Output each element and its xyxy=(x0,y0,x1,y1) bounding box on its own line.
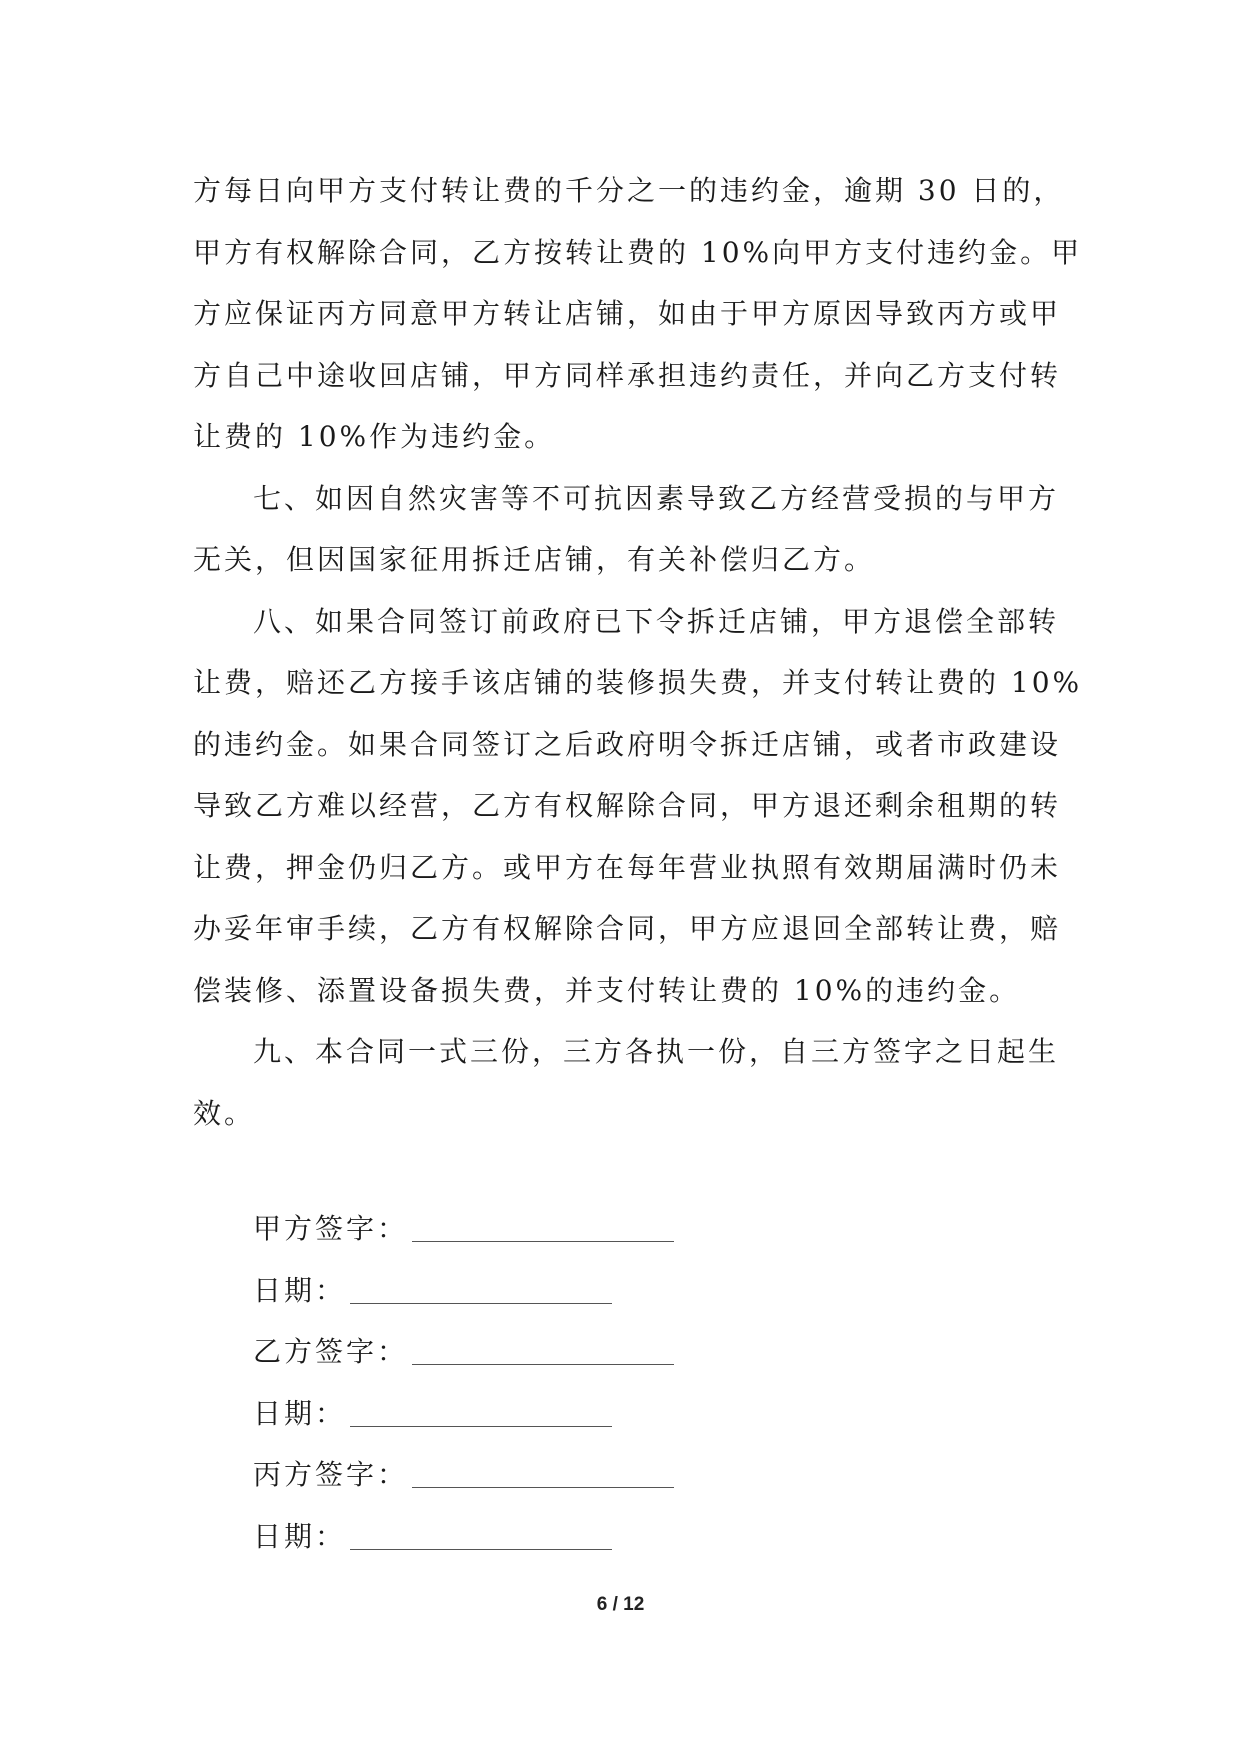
signature-label: 甲方签字： xyxy=(253,1212,409,1245)
signature-blank-line xyxy=(412,1342,674,1365)
text-line: 效。 xyxy=(193,1096,256,1130)
text-line: 偿装修、添置设备损失费，并支付转让费的 10%的违约金。 xyxy=(193,973,1021,1007)
page-number: 6 / 12 xyxy=(596,1594,645,1615)
signature-row-party-c xyxy=(253,1444,674,1506)
signature-label: 乙方签字： xyxy=(253,1335,409,1368)
signature-blank-line xyxy=(412,1465,674,1488)
signature-row-party-a xyxy=(253,1198,674,1260)
date-blank-line xyxy=(350,1527,612,1550)
date-label: 日期： xyxy=(253,1273,347,1307)
text-line: 方每日向甲方支付转让费的千分之一的违约金，逾期 30 日的， xyxy=(193,174,1065,207)
text-line: 方应保证丙方同意甲方转让店铺，如由于甲方原因导致丙方或甲 xyxy=(193,297,1062,330)
paragraph-clause-6-continued xyxy=(193,160,1083,468)
text-line: 让费，赔还乙方接手该店铺的装修损失费，并支付转让费的 10% xyxy=(193,666,1083,699)
date-label: 日期： xyxy=(253,1396,347,1430)
date-row-party-a xyxy=(253,1260,674,1322)
text-line: 无关，但因国家征用拆迁店铺，有关补偿归乙方。 xyxy=(193,543,876,576)
date-blank-line xyxy=(350,1404,612,1427)
text-line: 办妥年审手续，乙方有权解除合同，甲方应退回全部转让费，赔 xyxy=(193,912,1062,945)
paragraph-clause-7 xyxy=(193,468,1073,591)
text-line: 让费，押金仍归乙方。或甲方在每年营业执照有效期届满时仍未 xyxy=(193,850,1062,884)
text-line: 导致乙方难以经营，乙方有权解除合同，甲方退还剩余租期的转 xyxy=(193,789,1062,822)
text-line: 八、如果合同签订前政府已下令拆迁店铺，甲方退偿全部转 xyxy=(253,604,1060,638)
text-line: 九、本合同一式三份，三方各执一份，自三方签字之日起生 xyxy=(253,1035,1060,1068)
signature-block xyxy=(253,1198,674,1567)
text-line: 七、如因自然灾害等不可抗因素导致乙方经营受损的与甲方 xyxy=(253,481,1060,515)
date-row-party-c xyxy=(253,1506,674,1568)
paragraph-clause-9 xyxy=(193,1021,1073,1144)
date-blank-line xyxy=(350,1281,612,1304)
date-row-party-b xyxy=(253,1383,674,1445)
contract-body xyxy=(193,160,1083,1144)
signature-blank-line xyxy=(412,1219,674,1242)
date-label: 日期： xyxy=(253,1519,347,1553)
text-line: 让费的 10%作为违约金。 xyxy=(193,420,556,453)
paragraph-clause-8 xyxy=(193,591,1083,1022)
text-line: 甲方有权解除合同，乙方按转让费的 10%向甲方支付违约金。甲 xyxy=(193,235,1083,269)
text-line: 的违约金。如果合同签订之后政府明令拆迁店铺，或者市政建设 xyxy=(193,727,1062,761)
signature-label: 丙方签字： xyxy=(253,1458,409,1491)
text-line: 方自己中途收回店铺，甲方同样承担违约责任，并向乙方支付转 xyxy=(193,358,1062,392)
signature-row-party-b xyxy=(253,1321,674,1383)
